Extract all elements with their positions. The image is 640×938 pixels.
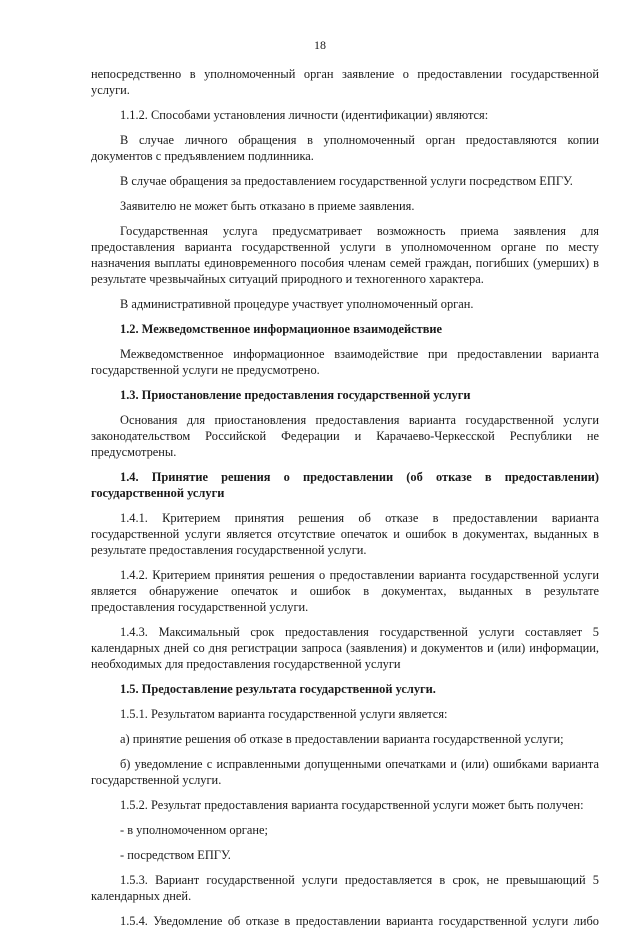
paragraph: Государственная услуга предусматривает возможность приема заявления для предоставления варианта государственной услуги в уполномоченном органе по месту назначения выплаты единовременного пособия членам семей граждан, погибших (умерших) в результате чрезвычайных ситуаций природного и техногенного характера. (91, 224, 599, 286)
paragraph: 1.5.4. Уведомление об отказе в предоставлении варианта государственной услуги либо (120, 914, 599, 928)
paragraph: Межведомственное информационное взаимодействие при предоставлении варианта государственной услуги не предусмотрено. (91, 347, 599, 377)
paragraph: 1.4.1. Критерием принятия решения об отказе в предоставлении варианта государственной услуги является отсутствие опечаток и ошибок в документах, выданных в результате предоставления государственной услуги. (91, 511, 599, 557)
paragraph: В случае обращения за предоставлением государственной услуги посредством ЕПГУ. (120, 174, 573, 188)
paragraph: 1.5.1. Результатом варианта государственной услуги является: (120, 707, 448, 721)
paragraph: 1.5.2. Результат предоставления варианта государственной услуги может быть получен: (120, 798, 584, 812)
page-number: 18 (314, 38, 326, 52)
paragraph: непосредственно в уполномоченный орган заявление о предоставлении государственной услуги. (91, 67, 599, 97)
paragraph: - посредством ЕПГУ. (120, 848, 231, 862)
paragraph: 1.1.2. Способами установления личности (идентификации) являются: (120, 108, 489, 122)
paragraph: а) принятие решения об отказе в предоставлении варианта государственной услуги; (120, 732, 564, 746)
paragraph: - в уполномоченном органе; (120, 823, 268, 837)
section-heading: 1.5. Предоставление результата государственной услуги. (120, 682, 436, 696)
paragraph: 1.4.3. Максимальный срок предоставления государственной услуги составляет 5 календарных дней со дня регистрации запроса (заявления) и документов и (или) информации, необходимых для предоставления государственной услуги (91, 625, 599, 671)
document-body (91, 66, 599, 938)
section-heading: 1.2. Межведомственное информационное взаимодействие (120, 322, 443, 336)
paragraph: В случае личного обращения в уполномоченный орган предоставляются копии документов с предъявлением подлинника. (91, 133, 599, 163)
paragraph: Заявителю не может быть отказано в приеме заявления. (120, 199, 415, 213)
paragraph: В административной процедуре участвует уполномоченный орган. (120, 297, 474, 311)
section-heading: 1.4. Принятие решения о предоставлении (об отказе в предоставлении) государственной услуги (91, 470, 599, 500)
paragraph: 1.5.3. Вариант государственной услуги предоставляется в срок, не превышающий 5 календарных дней. (91, 873, 599, 903)
section-heading: 1.3. Приостановление предоставления государственной услуги (120, 388, 471, 402)
paragraph: Основания для приостановления предоставления варианта государственной услуги законодательством Российской Федерации и Карачаево-Черкесской Республики не предусмотрены. (91, 413, 599, 459)
paragraph: 1.4.2. Критерием принятия решения о предоставлении варианта государственной услуги является обнаружение опечаток и ошибок в документах, выданных в результате предоставления государственной услуги. (91, 568, 599, 614)
paragraph: б) уведомление с исправленными допущенными опечатками и (или) ошибками варианта государственной услуги. (91, 757, 599, 787)
